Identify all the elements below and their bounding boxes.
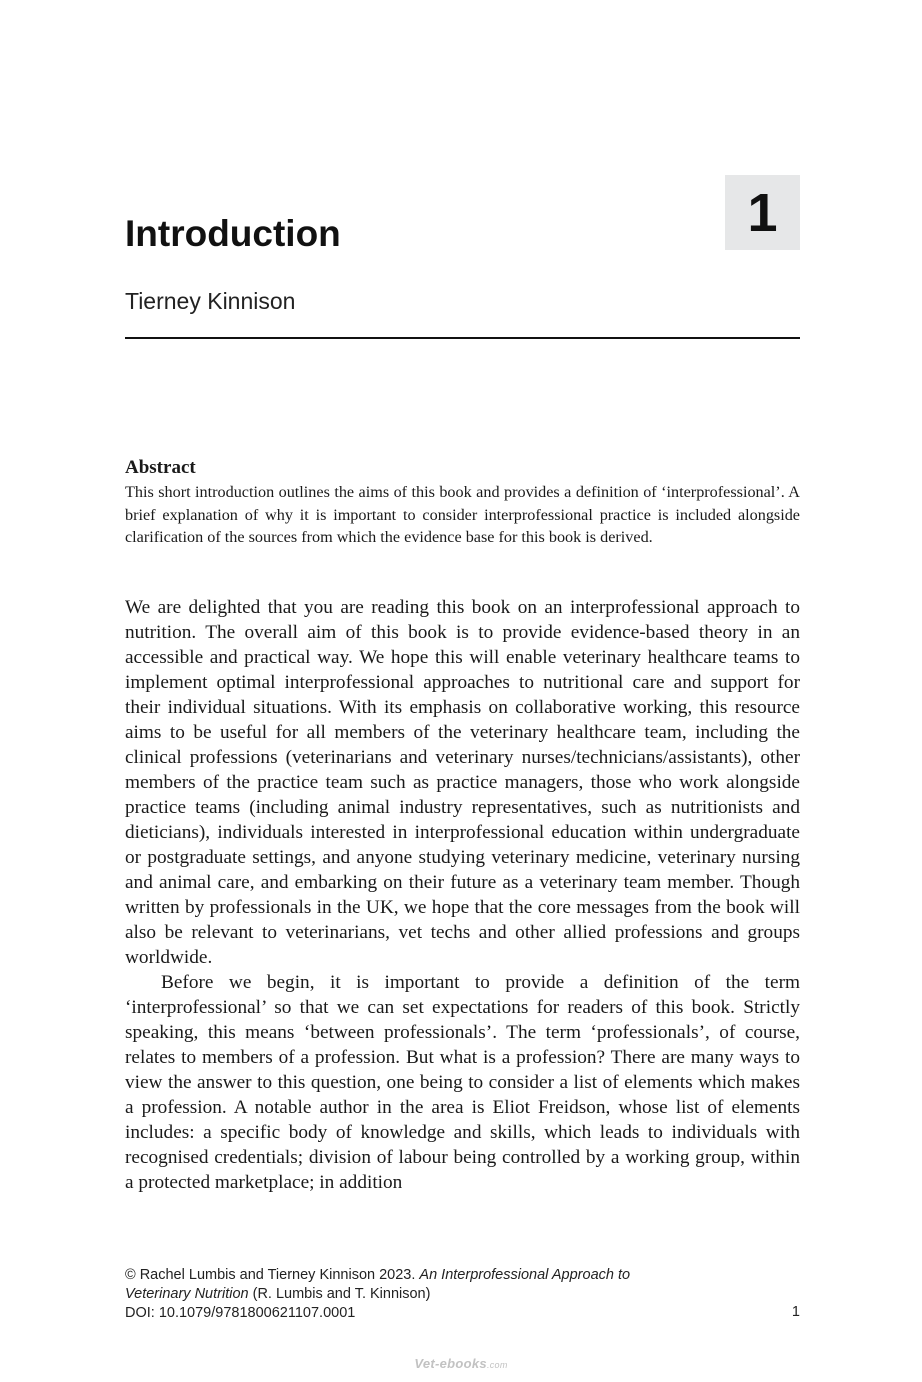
abstract-heading: Abstract xyxy=(125,457,196,478)
footer-citation-line-2 xyxy=(125,1285,800,1304)
watermark-brand: Vet-ebooks xyxy=(414,1356,487,1371)
body-text xyxy=(125,595,800,1195)
footer-book-title-part1: An Interprofessional Approach to xyxy=(419,1267,631,1283)
body-paragraph-2: Before we begin, it is important to provide a definition of the term ‘interprofessional’ so that we can set expectations for readers of this book. Strictly speaking, this means ‘between professionals’. The term ‘professionals’, of course, relates to members of a profession. But what is a profession? There are many ways to view the answer to this question, one being to consider a list of elements which makes a profession. A notable author in the area is Eliot Freidson, whose list of elements includes: a specific body of knowledge and skills, which leads to individuals with recognised credentials; division of labour being controlled by a working group, within a protected marketplace; in addition xyxy=(125,972,800,1193)
chapter-number-box xyxy=(725,175,800,250)
footer-doi: DOI: 10.1079/9781800621107.0001 xyxy=(125,1305,356,1321)
title-divider xyxy=(125,337,800,339)
body-paragraph-1: We are delighted that you are reading this book on an interprofessional approach to nutrition. The overall aim of this book is to provide evidence-based theory in an accessible and practical way. We hope this will enable veterinary healthcare teams to implement optimal interprofessional approaches to nutritional care and support for their individual situations. With its emphasis on collaborative working, this resource aims to be useful for all members of the veterinary healthcare team, including the clinical professions (veterinarians and veterinary nurses/technicians/assistants), other members of the practice team such as practice managers, those who work alongside practice teams (including animal industry representatives, such as nutritionists and dieticians), individuals interested in interprofessional education within undergraduate or postgraduate settings, and anyone studying veterinary medicine, veterinary nursing and animal care, and embarking on their future as a veterinary team member. Though written by professionals in the UK, we hope that the core messages from the book will also be relevant to veterinarians, vet techs and other allied professions and groups worldwide. xyxy=(125,597,800,968)
watermark-logo xyxy=(0,1356,922,1371)
page-footer xyxy=(125,1266,800,1323)
chapter-author: Tierney Kinnison xyxy=(125,288,296,314)
watermark-suffix: .com xyxy=(486,1360,508,1370)
chapter-number: 1 xyxy=(747,182,778,243)
footer-book-title-part2: Veterinary Nutrition xyxy=(125,1286,249,1302)
abstract-text: This short introduction outlines the aims of this book and provides a definition of ‘interprofessional’. A brief explanation of why it is important to consider interprofessional practice is included alongside clarification of the sources from which the evidence base for this book is derived. xyxy=(125,483,800,547)
footer-citation-line-1 xyxy=(125,1266,800,1285)
footer-copyright: © Rachel Lumbis and Tierney Kinnison 2023. xyxy=(125,1267,416,1283)
page-number: 1 xyxy=(791,1304,800,1320)
footer-editors: (R. Lumbis and T. Kinnison) xyxy=(252,1286,431,1302)
chapter-title: Introduction xyxy=(125,213,341,254)
